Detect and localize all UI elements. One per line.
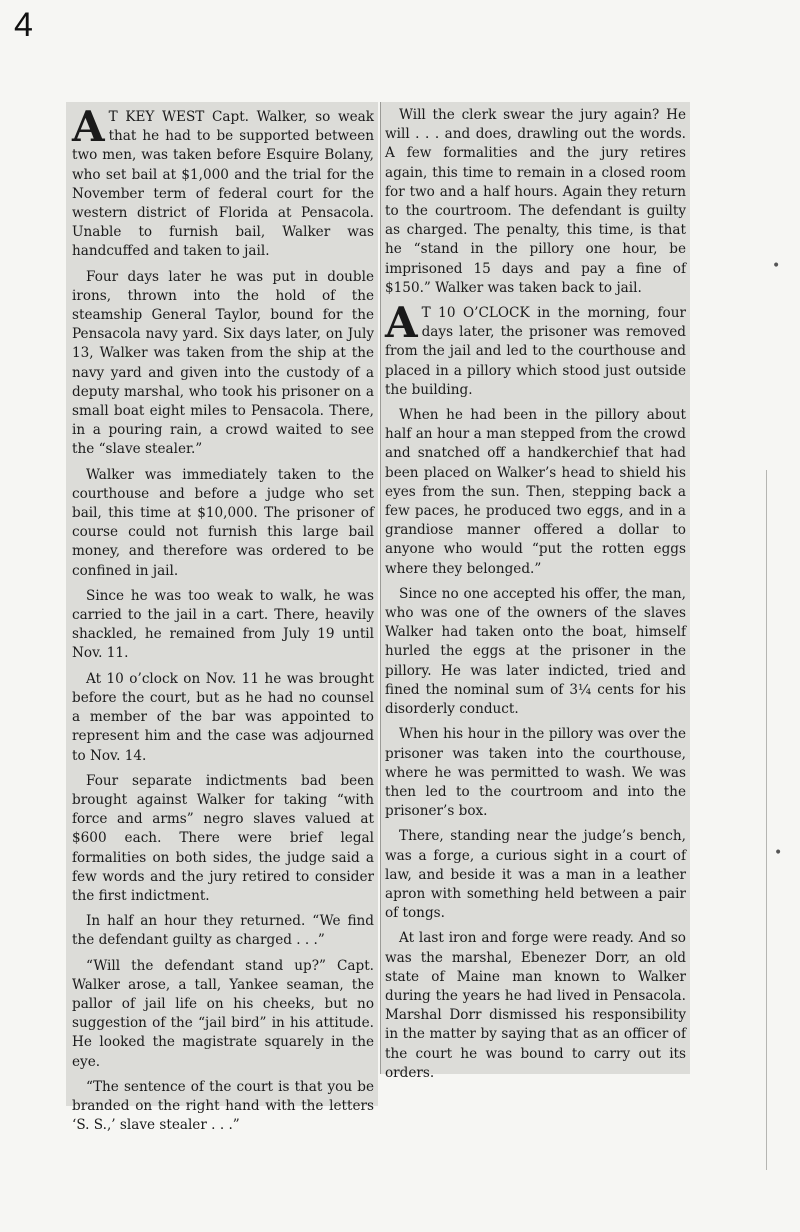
paragraph: Walker was immediately taken to the courthouse and before a judge who set bail, this time at $10,000. The prisoner of course could not furnish this large bail money, and therefore was ordered to be confined in jail.: [72, 466, 374, 579]
paragraph: When his hour in the pillory was over the prisoner was taken into the courthouse, where he was permitted to wash. We was then led to the courtroom and into the prisoner’s box.: [385, 726, 686, 820]
paragraph: Four days later he was put in double irons, thrown into the hold of the steamship General Taylor, bound for the Pensacola navy yard. Six days later, on July 13, Walker was taken from the ship at the navy yard and given into the custody of a deputy marshal, who took his prisoner on a small boat eight miles to Pensacola. There, in a pouring rain, a crowd waited to see the “slave stealer.”: [72, 268, 374, 458]
paragraph: “Will the defendant stand up?” Capt. Walker arose, a tall, Yankee seaman, the pallor of jail life on his cheeks, but no suggestion of the “jail bird” in his attitude. He looked the magistrate squarely in the eye.: [72, 957, 374, 1070]
scan-mark: •: [774, 845, 783, 861]
scan-mark: •: [772, 258, 781, 274]
paragraph: [385, 298, 686, 400]
paragraph-text: T 10 O’CLOCK in the morning, four days later, the prisoner was removed from the jail and led to the courthouse and placed in a pillory which stood just outside the building.: [385, 305, 686, 398]
paragraph: [72, 102, 374, 262]
page-edge-line: [766, 470, 767, 1170]
page-number: 4: [14, 6, 33, 44]
article-column-right: [380, 102, 690, 1081]
paragraph: Since no one accepted his offer, the man, who was one of the owners of the slaves Walker had taken onto the boat, himself hurled the eggs at the prisoner in the pillory. He was later indicted, tried and fined the nominal sum of 3¼ cents for his disorderly conduct.: [385, 585, 686, 718]
paragraph: “The sentence of the court is that you be branded on the right hand with the letters ‘S. S.,’ slave stealer . . .”: [72, 1078, 374, 1134]
article-column-left: [66, 102, 378, 1134]
drop-cap: A: [72, 102, 105, 151]
paragraph: When he had been in the pillory about half an hour a man stepped from the crowd and snatched off a handkerchief that had been placed on Walker’s head to shield his eyes from the sun. Then, stepping back a few paces, he produced two eggs, and in a grandiose manner offered a dollar to anyone who would “put the rotten eggs where they belonged.”: [385, 407, 686, 577]
paragraph-text: T KEY WEST Capt. Walker, so weak that he had to be supported between two men, was taken before Esquire Bolany, who set bail at $1,000 and the trial for the November term of federal court for the western district of Florida at Pensacola. Unable to furnish bail, Walker was handcuffed and taken to jail.: [72, 109, 374, 260]
drop-cap: A: [385, 298, 418, 348]
paragraph: There, standing near the judge’s bench, was a forge, a curious sight in a court of law, and beside it was a man in a leather apron with something held between a pair of tongs.: [385, 828, 686, 922]
paragraph: Since he was too weak to walk, he was carried to the jail in a cart. There, heavily shackled, he remained from July 19 until Nov. 11.: [72, 587, 374, 662]
paragraph: In half an hour they returned. “We find the defendant guilty as charged . . .”: [72, 913, 374, 949]
paragraph: At 10 o’clock on Nov. 11 he was brought before the court, but as he had no counsel a member of the bar was appointed to represent him and the case was adjourned to Nov. 14.: [72, 670, 374, 764]
paragraph: At last iron and forge were ready. And so was the marshal, Ebenezer Dorr, an old state of Maine man known to Walker during the years he had lived in Pensacola. Marshal Dorr dismissed his responsibility in the matter by saying that as an officer of the court he was bound to carry out its orders.: [385, 930, 686, 1081]
paragraph: Four separate indictments bad been brought against Walker for taking “with force and arms” negro slaves valued at $600 each. There were brief legal formalities on both sides, the judge said a few words and the jury retired to consider the first indictment.: [72, 772, 374, 904]
paragraph: Will the clerk swear the jury again? He will . . . and does, drawling out the words. A few formalities and the jury retires again, this time to remain in a closed room for two and a half hours. Again they return to the courtroom. The defendant is guilty as charged. The penalty, this time, is that he “stand in the pillory one hour, be imprisoned 15 days and pay a fine of $150.” Walker was taken back to jail.: [385, 107, 686, 296]
